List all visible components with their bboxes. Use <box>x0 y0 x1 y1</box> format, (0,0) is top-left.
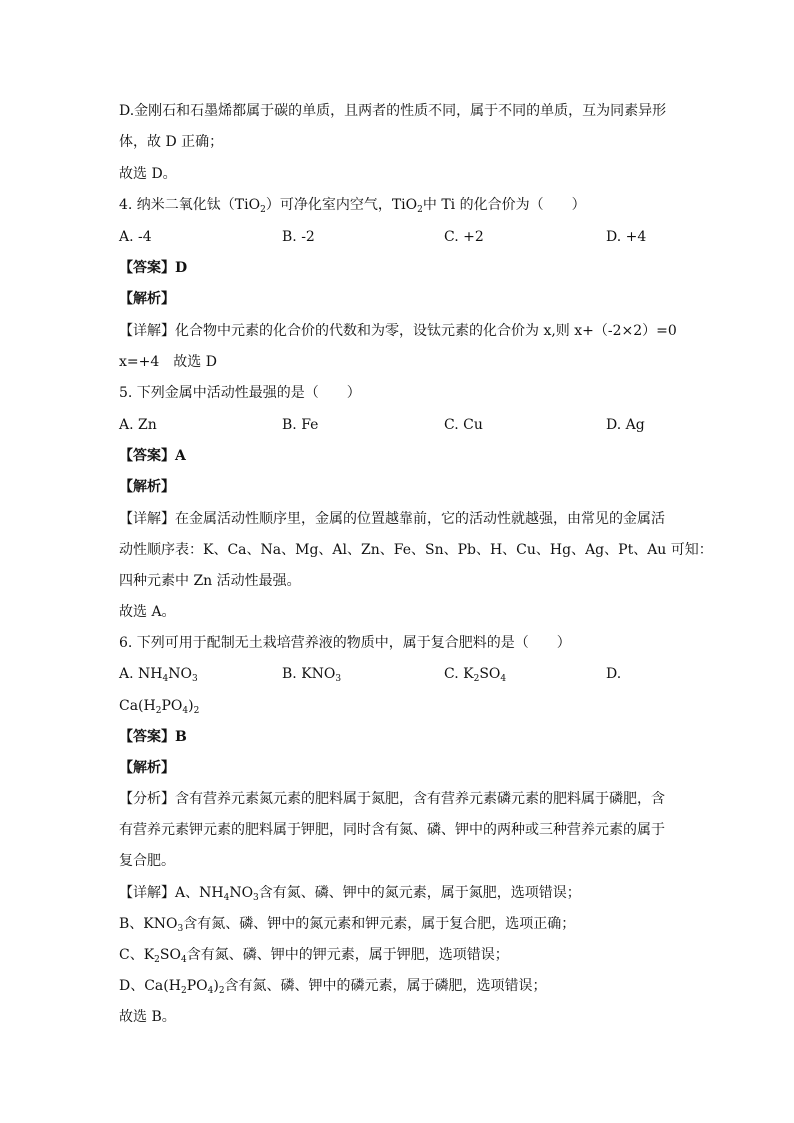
detail-text: B、$KNO_3$含有氮、磷、钾中的氮元素和钾元素，属于复合肥，选项正确； <box>119 916 576 934</box>
detail-text: 四种元素中 Zn 活动性最强。 <box>119 573 301 589</box>
text-line: D.金刚石和石墨烯都属于碳的单质，且两者的性质不同，属于不同的单质，互为同素异形 <box>119 103 667 119</box>
option-a: A. Zn <box>119 417 157 433</box>
option-c: C. +2 <box>444 229 484 245</box>
option-b: B. $KNO_3$ <box>282 666 342 684</box>
text-line: 体，故 D 正确； <box>119 134 224 150</box>
detail-text: 【详解】A、$NH_4NO_3$含有氮、磷、钾中的氮元素，属于氮肥，选项错误； <box>119 885 581 903</box>
fenxi-text: 复合肥。 <box>119 853 175 869</box>
answer-label: 【答案】A <box>119 448 186 464</box>
answer-label: 【答案】D <box>119 260 188 276</box>
question-5-stem: 5. 下列金属中活动性最强的是（ ） <box>119 385 361 401</box>
answer-label: 【答案】B <box>119 729 187 745</box>
question-6-stem: 6. 下列可用于配制无土栽培营养液的物质中，属于复合肥料的是（ ） <box>119 635 571 651</box>
detail-text: x=+4 故选 D <box>119 354 217 370</box>
analysis-label: 【解析】 <box>119 479 175 495</box>
detail-text: 动性顺序表：K、Ca、Na、Mg、Al、Zn、Fe、Sn、Pb、H、Cu、Hg、Ag、Pt、Au 可知： <box>119 542 713 558</box>
analysis-label: 【解析】 <box>119 760 175 776</box>
option-a: A. $NH_4NO_3$ <box>119 666 198 684</box>
fenxi-text: 有营养元素钾元素的肥料属于钾肥，同时含有氮、磷、钾中的两种或三种营养元素的属于 <box>119 822 665 838</box>
select-text: 故选 A。 <box>119 604 176 620</box>
detail-text: D、$Ca(H_2PO_4)_2$含有氮、磷、钾中的磷元素，属于磷肥，选项错误； <box>119 978 547 996</box>
text-line: 故选 D。 <box>119 166 177 182</box>
fenxi-text: 【分析】含有营养元素氮元素的肥料属于氮肥，含有营养元素磷元素的肥料属于磷肥，含 <box>119 791 665 807</box>
option-d: D. +4 <box>606 229 647 245</box>
detail-text: 【详解】在金属活动性顺序里，金属的位置越靠前，它的活动性就越强，由常见的金属活 <box>119 511 665 527</box>
option-d: D. <box>606 666 622 682</box>
question-4-stem: 4. 纳米二氧化钛（TiO$_2$）可净化室内空气，TiO$_2$中 Ti 的化合价为（ ） <box>119 197 586 215</box>
detail-text: C、$K_2SO_4$含有氮、磷、钾中的钾元素，属于钾肥，选项错误； <box>119 947 509 965</box>
option-b: B. Fe <box>282 417 319 433</box>
option-a: A. -4 <box>119 229 152 245</box>
option-d: D. Ag <box>606 417 645 433</box>
option-c: C. $K_2SO_4$ <box>444 666 507 684</box>
option-b: B. -2 <box>282 229 315 245</box>
analysis-label: 【解析】 <box>119 291 175 307</box>
detail-text: 【详解】化合物中元素的化合价的代数和为零，设钛元素的化合价为 x,则 x+（-2×2）=0 <box>119 323 677 339</box>
option-c: C. Cu <box>444 417 483 433</box>
select-text: 故选 B。 <box>119 1009 176 1025</box>
option-d-formula: $Ca(H_2PO_4)_2$ <box>119 698 200 716</box>
